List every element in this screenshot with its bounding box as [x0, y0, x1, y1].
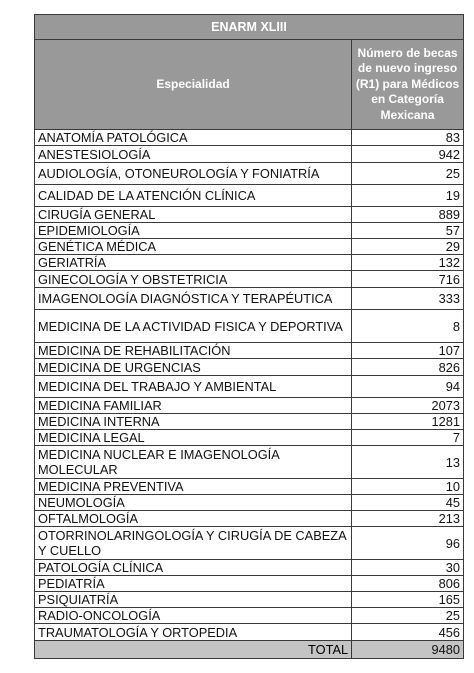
becas-count: 25: [352, 163, 464, 185]
becas-count: 889: [352, 207, 464, 223]
specialty-name: PSIQUIATRÍA: [35, 592, 352, 608]
specialty-name: GERIATRÍA: [35, 255, 352, 271]
specialty-name: CALIDAD DE LA ATENCIÓN CLÍNICA: [35, 185, 352, 207]
specialty-name: CIRUGÍA GENERAL: [35, 207, 352, 223]
specialty-name: MEDICINA DE URGENCIAS: [35, 359, 352, 376]
table-row: [35, 430, 464, 446]
becas-count: 57: [352, 223, 464, 239]
table-row: [35, 624, 464, 641]
becas-count: 716: [352, 271, 464, 288]
becas-count: 19: [352, 185, 464, 207]
becas-count: 7: [352, 430, 464, 446]
table-body: [35, 130, 464, 641]
table-row: [35, 414, 464, 430]
table-row: [35, 146, 464, 163]
becas-count: 942: [352, 146, 464, 163]
table-row: [35, 163, 464, 185]
specialty-name: MEDICINA NUCLEAR E IMAGENOLOGÍA MOLECULAR: [35, 446, 352, 479]
becas-count: 45: [352, 495, 464, 511]
table-row: [35, 398, 464, 414]
specialty-name: OTORRINOLARINGOLOGÍA Y CIRUGÍA DE CABEZA Y CUELLO: [35, 527, 352, 560]
becas-count: 132: [352, 255, 464, 271]
becas-count: 29: [352, 239, 464, 255]
becas-count: 2073: [352, 398, 464, 414]
specialty-name: GINECOLOGÍA Y OBSTETRICIA: [35, 271, 352, 288]
becas-count: 1281: [352, 414, 464, 430]
table-row: [35, 239, 464, 255]
becas-count: 806: [352, 576, 464, 592]
becas-count: 107: [352, 343, 464, 359]
becas-count: 13: [352, 446, 464, 479]
becas-count: 826: [352, 359, 464, 376]
becas-table: [34, 14, 464, 659]
specialty-name: MEDICINA PREVENTIVA: [35, 479, 352, 495]
table-row: [35, 479, 464, 495]
table-row: [35, 446, 464, 479]
table-row: [35, 576, 464, 592]
specialty-name: MEDICINA FAMILIAR: [35, 398, 352, 414]
specialty-name: MEDICINA DE LA ACTIVIDAD FISICA Y DEPORTIVA: [35, 310, 352, 343]
table-row: [35, 310, 464, 343]
becas-count: 30: [352, 560, 464, 576]
total-value: 9480: [352, 641, 464, 659]
table-row: [35, 343, 464, 359]
table-row: [35, 527, 464, 560]
table-row: [35, 560, 464, 576]
table-row: [35, 359, 464, 376]
table-row: [35, 255, 464, 271]
becas-count: 165: [352, 592, 464, 608]
becas-count: 10: [352, 479, 464, 495]
becas-count: 96: [352, 527, 464, 560]
table-row: [35, 608, 464, 624]
becas-count: 25: [352, 608, 464, 624]
table-row: [35, 592, 464, 608]
specialty-column-header: Especialidad: [35, 40, 352, 130]
specialty-name: MEDICINA LEGAL: [35, 430, 352, 446]
table-row: [35, 130, 464, 146]
specialty-name: EPIDEMIOLOGÍA: [35, 223, 352, 239]
specialty-name: OFTALMOLOGÍA: [35, 511, 352, 527]
specialty-name: AUDIOLOGÍA, OTONEUROLOGÍA Y FONIATRÍA: [35, 163, 352, 185]
table-row: [35, 288, 464, 310]
becas-count: 333: [352, 288, 464, 310]
total-row: [35, 641, 464, 659]
table-row: [35, 185, 464, 207]
specialty-name: PATOLOGÍA CLÍNICA: [35, 560, 352, 576]
becas-count: 456: [352, 624, 464, 641]
specialty-name: MEDICINA INTERNA: [35, 414, 352, 430]
specialty-name: NEUMOLOGÍA: [35, 495, 352, 511]
specialty-name: PEDIATRÍA: [35, 576, 352, 592]
specialty-name: ANESTESIOLOGÍA: [35, 146, 352, 163]
table-row: [35, 207, 464, 223]
becas-count: 83: [352, 130, 464, 146]
becas-count: 8: [352, 310, 464, 343]
table-row: [35, 376, 464, 398]
becas-count: 94: [352, 376, 464, 398]
specialty-name: MEDICINA DEL TRABAJO Y AMBIENTAL: [35, 376, 352, 398]
specialty-name: ANATOMÍA PATOLÓGICA: [35, 130, 352, 146]
becas-count: 213: [352, 511, 464, 527]
specialty-name: RADIO-ONCOLOGÍA: [35, 608, 352, 624]
specialty-name: MEDICINA DE REHABILITACIÓN: [35, 343, 352, 359]
total-label: TOTAL: [35, 641, 352, 659]
specialty-name: IMAGENOLOGÍA DIAGNÓSTICA Y TERAPÉUTICA: [35, 288, 352, 310]
table-title: ENARM XLIII: [35, 15, 464, 40]
table-row: [35, 511, 464, 527]
specialty-name: TRAUMATOLOGÍA Y ORTOPEDIA: [35, 624, 352, 641]
table-row: [35, 495, 464, 511]
table-row: [35, 271, 464, 288]
count-column-header: Número de becas de nuevo ingreso (R1) para Médicos en Categoría Mexicana: [352, 40, 464, 130]
table-row: [35, 223, 464, 239]
specialty-name: GENÉTICA MÉDICA: [35, 239, 352, 255]
